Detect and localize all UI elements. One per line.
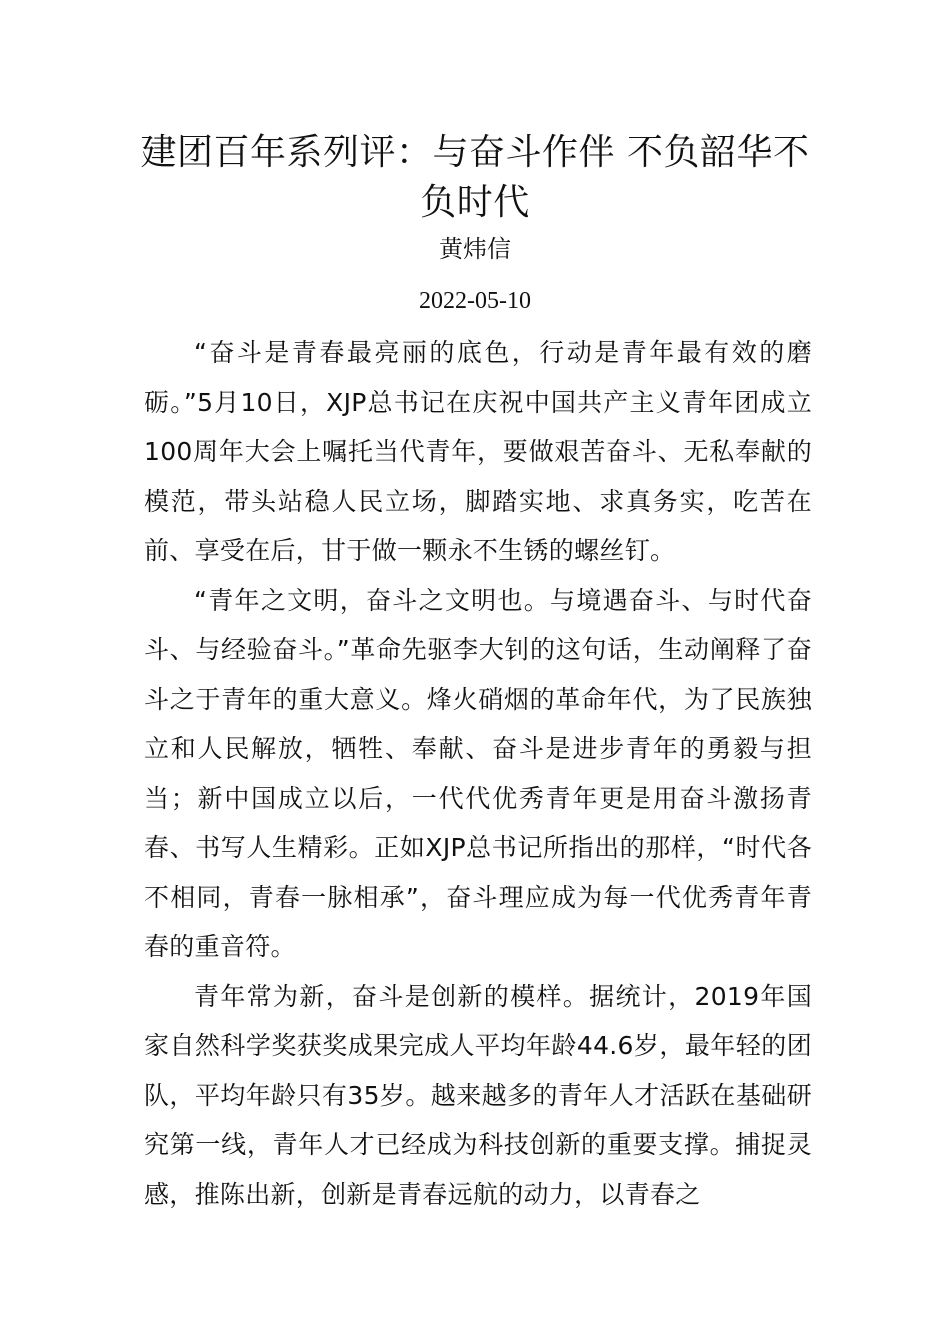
article-author: 黄炜信 <box>439 235 511 263</box>
article-date: 2022-05-10 <box>419 288 531 314</box>
article-title: 建团百年系列评：与奋斗作伴 不负韶华不负时代 <box>140 132 810 223</box>
article-body <box>144 328 812 1219</box>
paragraph-2: “青年之文明，奋斗之文明也。与境遇奋斗、与时代奋斗、与经验奋斗。”革命先驱李大钊的这句话，生动阐释了奋斗之于青年的重大意义。烽火硝烟的革命年代，为了民族独立和人民解放，牺牲、奉献、奋斗是进步青年的勇毅与担当；新中国成立以后，一代代优秀青年更是用奋斗激扬青春、书写人生精彩。正如XJP总书记所指出的那样，“时代各不相同，青春一脉相承”，奋斗理应成为每一代优秀青年青春的重音符。 <box>144 585 812 961</box>
paragraph-3: 青年常为新，奋斗是创新的模样。据统计，2019年国家自然科学奖获奖成果完成人平均年龄44.6岁，最年轻的团队，平均年龄只有35岁。越来越多的青年人才活跃在基础研究第一线，青年人才已经成为科技创新的重要支撑。捕捉灵感，推陈出新，创新是青春远航的动力，以青春之 <box>144 981 812 1209</box>
paragraph-1: “奋斗是青春最亮丽的底色，行动是青年最有效的磨砺。”5月10日，XJP总书记在庆祝中国共产主义青年团成立100周年大会上嘱托当代青年，要做艰苦奋斗、无私奉献的模范，带头站稳人民立场，脚踏实地、求真务实，吃苦在前、享受在后，甘于做一颗永不生锈的螺丝钉。 <box>144 338 812 565</box>
